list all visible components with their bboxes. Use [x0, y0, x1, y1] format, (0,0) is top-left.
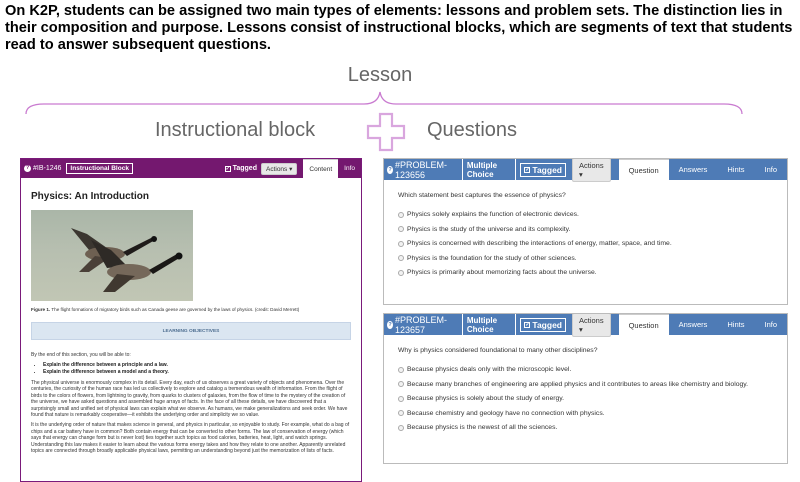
- radio-button[interactable]: [398, 255, 404, 261]
- paragraph: The physical universe is enormously complex in its detail. Every day, each of us observes a great variety of objects and phenomena. Over the centuries, the curiosity of the human race has led us collectively to explore and catalog a tremendous wealth of information. From the flight of birds to the colors of flowers, from lightning to gravity, from quarks to clusters of galaxies, from the flow of time to the mystery of the creation of the universe, we have asked questions and assembled huge arrays of facts. In the face of all these details, we have discovered that a surprisingly small and unified set of physical laws can explain what we observe. As humans, we make generalizations and seek order. We have found that nature is remarkably cooperative—it exhibits the underlying order and simplicity we so value.: [31, 380, 348, 419]
- option-label: Because physics is the newest of all the sciences.: [407, 424, 558, 431]
- question-text: Why is physics considered foundational to many other disciplines?: [398, 347, 598, 354]
- tab-question[interactable]: Question: [619, 314, 669, 335]
- tab-info[interactable]: Info: [344, 165, 355, 172]
- ib-header-bar: [21, 159, 361, 178]
- tab-question[interactable]: Question: [619, 159, 669, 180]
- question-mark-icon[interactable]: ?: [388, 321, 392, 328]
- ib-tagged-toggle[interactable]: [225, 165, 257, 172]
- radio-button[interactable]: [398, 410, 404, 416]
- tab-content[interactable]: Content: [303, 159, 338, 178]
- q2-header-bar: [384, 314, 787, 335]
- checkbox-icon: ✓: [225, 165, 230, 172]
- q1-id: #PROBLEM-123656: [395, 159, 448, 180]
- question-mark-icon[interactable]: ?: [25, 165, 30, 171]
- figure-caption: [31, 307, 351, 313]
- answer-option[interactable]: [398, 255, 773, 262]
- objectives-intro: By the end of this section, you will be able to:: [31, 351, 131, 358]
- objective-item: • Explain the difference between a principle and a law.: [43, 362, 351, 368]
- radio-button[interactable]: [398, 226, 404, 232]
- ib-id: #IB-1246: [33, 165, 62, 172]
- answer-option[interactable]: [398, 269, 773, 276]
- ib-content: [21, 178, 361, 465]
- q2-type-badge: Multiple Choice: [462, 313, 517, 337]
- tab-hints[interactable]: Hints: [727, 165, 745, 174]
- answer-option[interactable]: [398, 240, 773, 247]
- q1-tagged-label: Tagged: [532, 164, 562, 175]
- option-label: Because physics deals only with the microscopic level.: [407, 366, 572, 373]
- answer-option[interactable]: [398, 366, 773, 373]
- answer-option[interactable]: [398, 211, 773, 218]
- radio-button[interactable]: [398, 241, 404, 247]
- question-panel-1: [383, 158, 788, 305]
- questions-label: Questions: [427, 119, 518, 141]
- geese-photo: [31, 210, 193, 301]
- option-label: Because physics is solely about the study of energy.: [407, 395, 565, 402]
- option-label: Physics is the foundation for the study of other sciences.: [407, 254, 577, 262]
- option-label: Physics solely explains the function of electronic devices.: [407, 211, 579, 218]
- ib-actions-button[interactable]: Actions ▾: [261, 163, 297, 175]
- q2-body: [384, 335, 787, 451]
- option-label: Physics is concerned with describing the interactions of energy, matter, space, and time.: [407, 240, 672, 247]
- q1-header-bar: [384, 159, 787, 180]
- option-label: Physics is primarily about memorizing facts about the universe.: [407, 269, 597, 276]
- answer-option[interactable]: [398, 410, 773, 417]
- q2-tagged-label: Tagged: [532, 319, 562, 330]
- question-mark-icon[interactable]: ?: [388, 166, 392, 173]
- question-text: Which statement best captures the essence of physics?: [398, 192, 566, 199]
- tab-info[interactable]: Info: [764, 320, 777, 329]
- paragraph: It is the underlying order of nature that makes science in general, and physics in particular, so enjoyable to study. For example, what do a bag of chips and a car battery have in common? Both contain energy that can be converted to other forms. The law of conservation of energy (which says that energy can change form but is never lost) ties together such topics as food calories, batteries, heat, light, and watch springs. Understanding this law makes it easier to learn about the various forms energy takes and how they relate to one another. Apparently unrelated topics are connected through broadly applicable physical laws, permitting an understanding beyond just the memorization of lists of facts.: [31, 422, 350, 455]
- figure-caption-text: The flight formations of migratory birds such as Canada geese are governed by the laws of physics. (credit: David Merrett): [50, 307, 300, 313]
- answer-option[interactable]: [398, 424, 773, 431]
- radio-button[interactable]: [398, 212, 404, 218]
- option-label: Physics is the study of the universe and its complexity.: [407, 225, 571, 233]
- checkbox-icon: ✓: [525, 321, 530, 328]
- tab-answers[interactable]: Answers: [678, 320, 708, 329]
- objectives-list: [43, 362, 351, 375]
- option-label: Because many branches of engineering are applied physics and it contributes to areas like chemistry and biology.: [407, 380, 749, 388]
- answer-option[interactable]: [398, 226, 773, 233]
- tab-hints[interactable]: Hints: [727, 320, 745, 329]
- answer-option[interactable]: [398, 381, 773, 388]
- q1-type-badge: Multiple Choice: [462, 158, 517, 182]
- plus-icon: [366, 112, 406, 152]
- answer-option[interactable]: [398, 395, 773, 402]
- instructional-block-panel: [20, 158, 362, 482]
- radio-button[interactable]: [398, 425, 404, 431]
- tab-answers[interactable]: Answers: [678, 165, 708, 174]
- objective-item: • Explain the difference between a model and a theory.: [43, 369, 351, 375]
- learning-objectives-box: LEARNING OBJECTIVES: [31, 322, 351, 340]
- ib-tagged-label: Tagged: [232, 165, 257, 172]
- radio-button[interactable]: [398, 270, 404, 276]
- q2-tagged-toggle[interactable]: [520, 318, 566, 332]
- radio-button[interactable]: [398, 396, 404, 402]
- option-label: Because chemistry and geology have no connection with physics.: [407, 409, 605, 417]
- checkbox-icon: ✓: [525, 166, 530, 173]
- geese-illustration: [31, 210, 193, 301]
- figure-label: Figure 1.: [31, 307, 51, 313]
- instructional-block-label: Instructional block: [155, 119, 316, 141]
- q2-actions-button[interactable]: Actions ▾: [572, 313, 611, 337]
- radio-button[interactable]: [398, 381, 404, 387]
- q2-id: #PROBLEM-123657: [395, 314, 448, 335]
- question-panel-2: [383, 313, 788, 464]
- ib-title: Physics: An Introduction: [31, 191, 149, 202]
- q1-tagged-toggle[interactable]: [520, 163, 566, 177]
- q1-actions-button[interactable]: Actions ▾: [572, 158, 611, 182]
- lesson-label: Lesson: [347, 64, 413, 86]
- radio-button[interactable]: [398, 367, 404, 373]
- tab-info[interactable]: Info: [764, 165, 777, 174]
- intro-text: On K2P, students can be assigned two main types of elements: lessons and problem sets. The distinction lies in their composition and purpose. Lessons consist of instructional blocks, which are segments of text that students read to answer subsequent questions.: [5, 3, 793, 53]
- q1-body: [384, 180, 787, 296]
- ib-type-badge: Instructional Block: [66, 163, 133, 174]
